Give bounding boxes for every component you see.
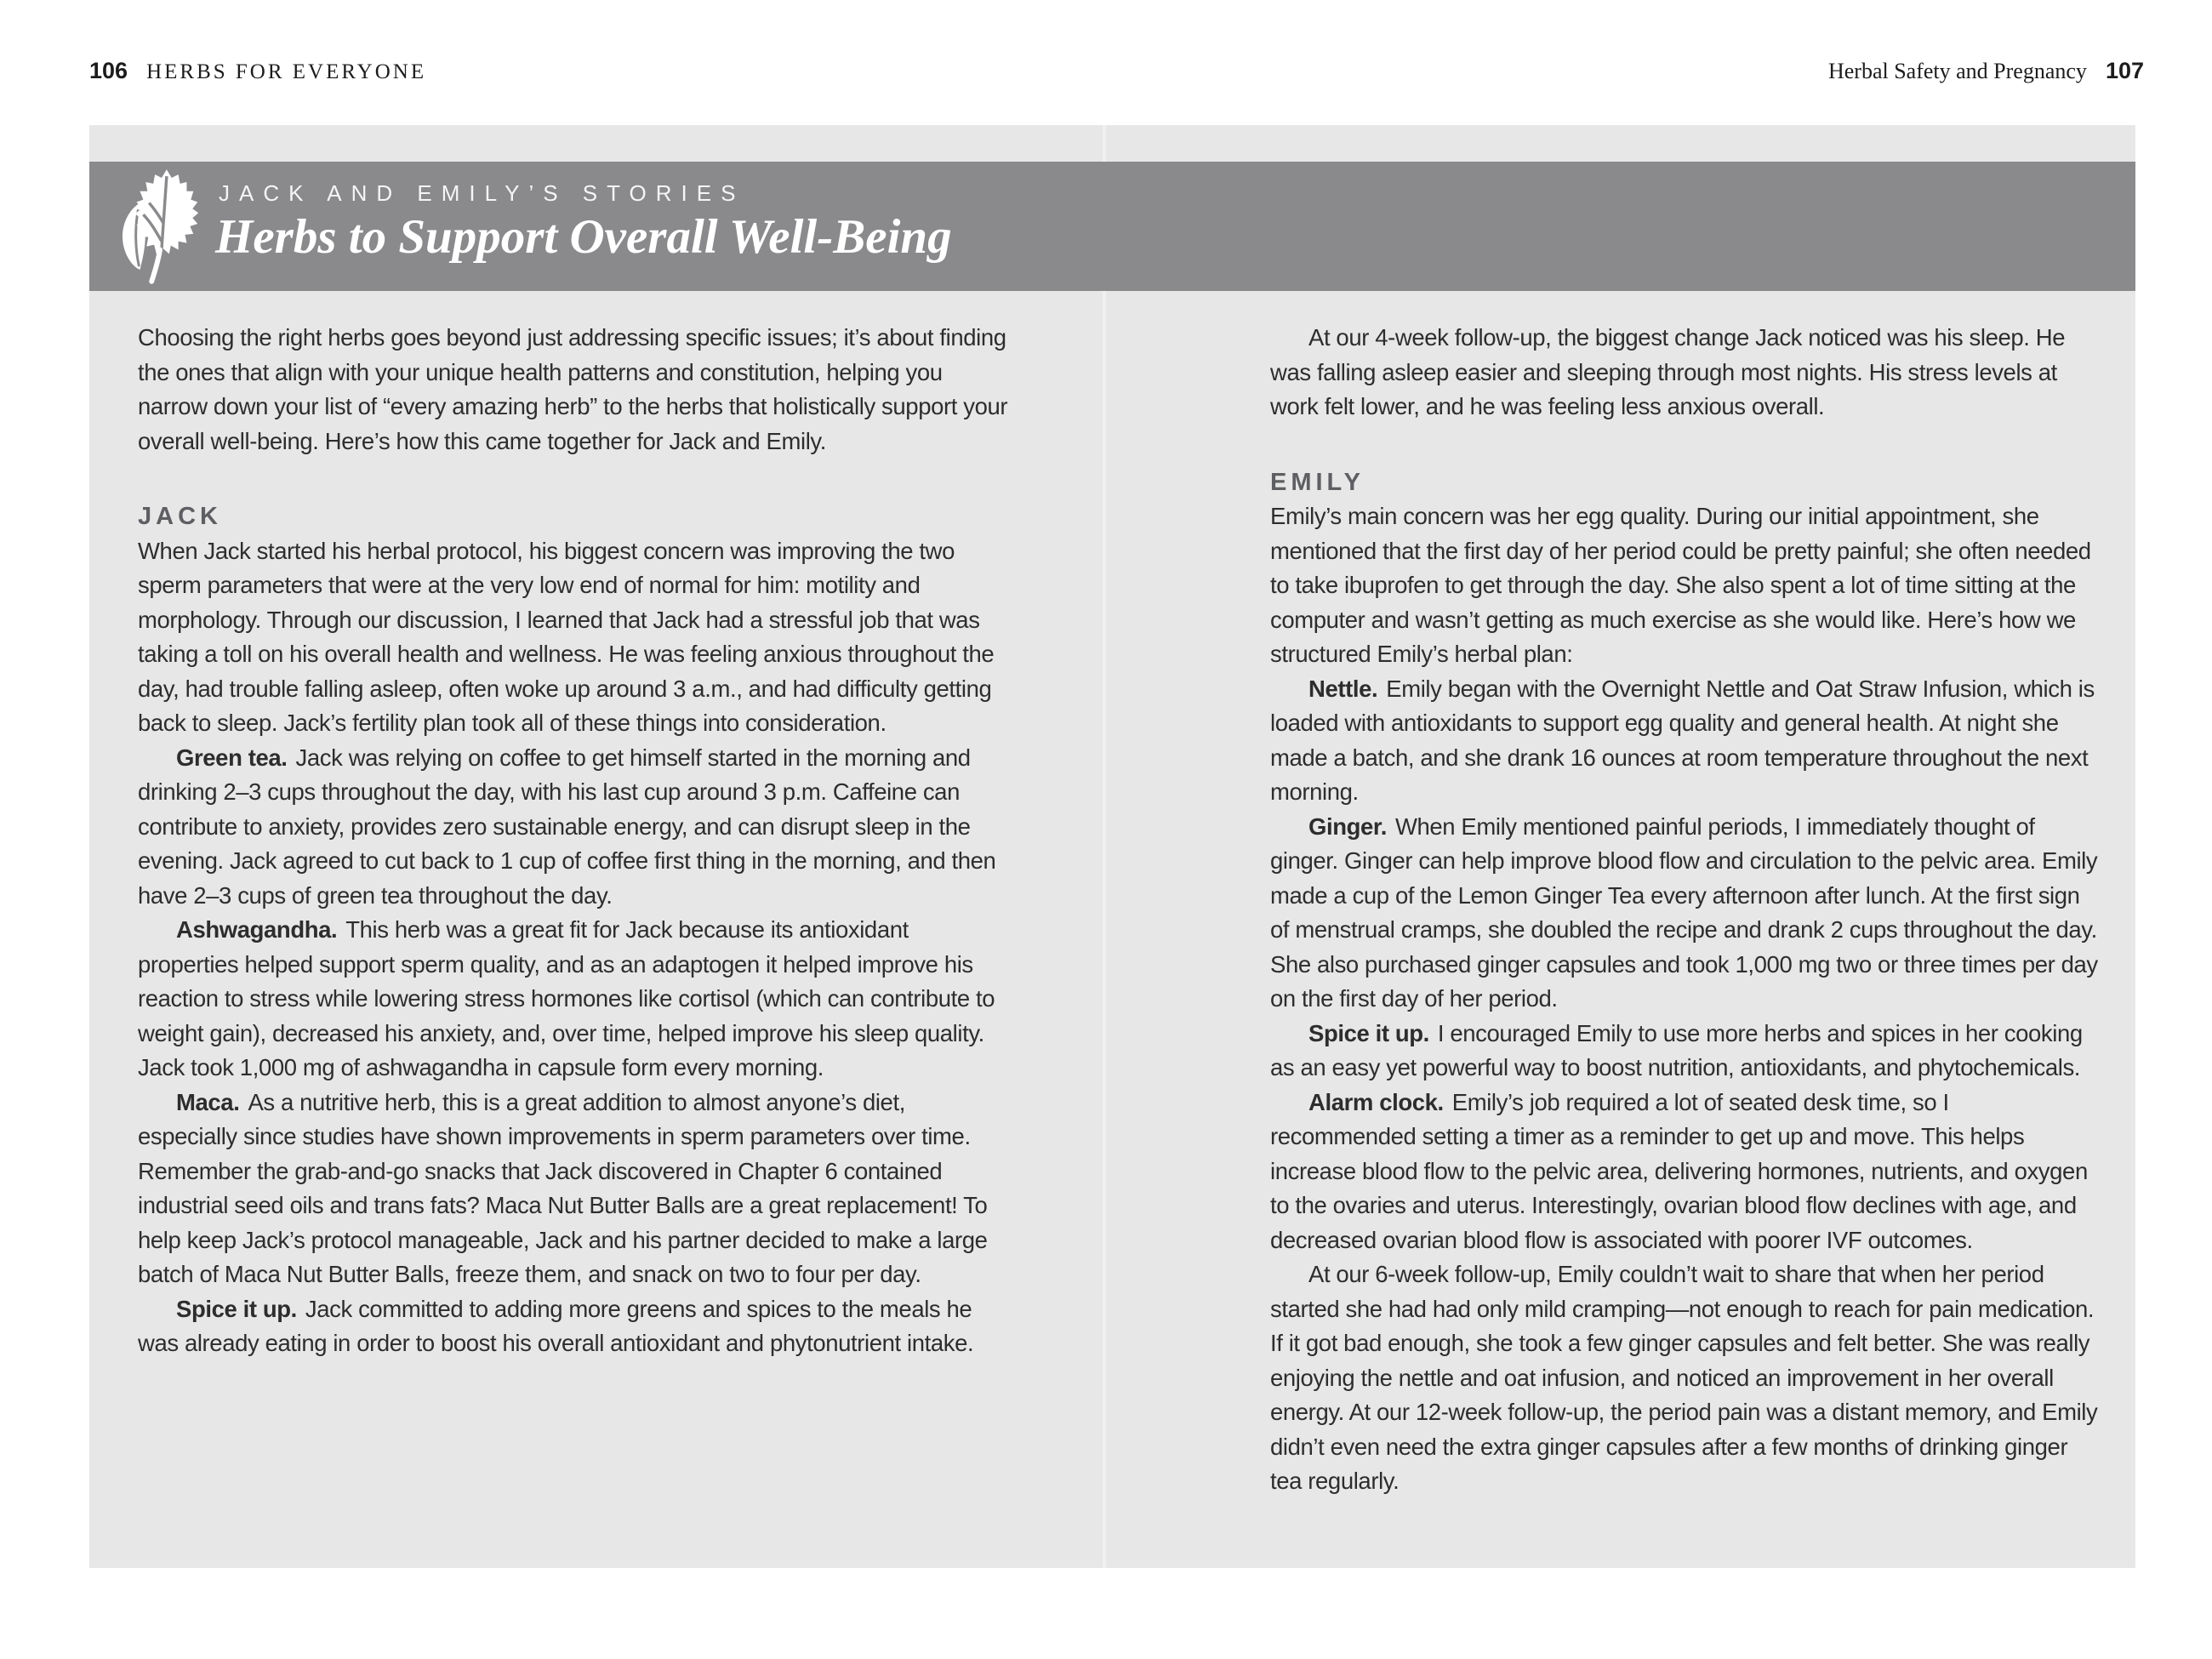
page-content-area (89, 125, 2135, 1568)
herb-entry-maca (138, 1086, 1010, 1292)
banner-title: Herbs to Support Overall Well-Being (215, 210, 952, 264)
emily-followup-paragraph: At our 6-week follow-up, Emily couldn’t wait to share that when her period started she had had only mild cramping—not enough to reach for pain medication. If it got bad enough, she took a few ginger capsules and felt better. She was really enjoying the nettle and oat infusion, and noticed an improvement in her overall energy. At our 12-week follow-up, the period pain was a distant memory, and Emily didn’t even need the extra ginger capsules after a few months of drinking ginger tea regularly. (1270, 1261, 2098, 1494)
running-title-left: HERBS FOR EVERYONE (146, 60, 427, 83)
herb-entry-lead: Maca. (176, 1088, 240, 1115)
banner-kicker: JACK AND EMILY’S STORIES (219, 180, 745, 206)
herb-entry-lead: Ginger. (1308, 812, 1387, 840)
running-head-left (89, 58, 426, 84)
left-page-column (138, 321, 1010, 1361)
herb-entry-text: Emily’s job required a lot of seated desk time, so I recommended setting a timer as a reminder to get up and move. This helps increase blood flow to the pelvic area, delivering hormones, nutrients, and oxygen to the ovaries and uterus. Interestingly, ovarian blood flow declines with age, and decreased ovarian blood flow is associated with poorer IVF outcomes. (1270, 1088, 2088, 1253)
right-page-column (1270, 321, 2100, 1499)
herb-entry-text: I encouraged Emily to use more herbs and spices in her cooking as an easy yet powerful way to boost nutrition, antioxidants, and phytochemicals. (1270, 1019, 2083, 1080)
herb-entry-lead: Nettle. (1308, 675, 1378, 702)
leaf-icon (115, 167, 207, 286)
section-heading-jack: JACK (138, 503, 222, 530)
herb-entry-ashwagandha (138, 913, 1010, 1086)
jack-opening-paragraph: When Jack started his herbal protocol, his biggest concern was improving the two sperm parameters that were at the very low end of normal for him: motility and morphology. Through our discussion, I learned that Jack had a stressful job that was taking a toll on his overall health and wellness. He was feeling anxious throughout the day, had trouble falling asleep, often woke up around 3 a.m., and had difficulty getting back to sleep. Jack’s fertility plan took all of these things into consideration. (138, 537, 995, 736)
herb-entry-nettle (1270, 672, 2100, 810)
herb-entry-text: This herb was a great fit for Jack because its antioxidant properties helped support sperm quality, and as an adaptogen it helped improve his reaction to stress while lowering stress hormones like cortisol (which can contribute to weight gain), decreased his anxiety, and, over time, helped improve his sleep quality. Jack took 1,000 mg of ashwagandha in capsule form every morning. (138, 916, 995, 1080)
herb-entry-lead: Spice it up. (176, 1295, 297, 1322)
herb-entry-alarm-clock (1270, 1086, 2100, 1258)
herb-entry-lead: Ashwagandha. (176, 916, 338, 943)
intro-paragraph: Choosing the right herbs goes beyond just addressing specific issues; it’s about finding the ones that align with your unique health patterns and constitution, helping you narrow down your list of “every amazing herb” to the herbs that holistically support your overall well-being. Here’s how this came together for Jack and Emily. (138, 324, 1008, 454)
herb-entry-spice-it-up (1270, 1017, 2100, 1086)
page-number-left: 106 (89, 58, 128, 83)
herb-entry-spice-it-up (138, 1292, 1010, 1361)
section-banner (89, 162, 2135, 291)
herb-entry-text: Jack was relying on coffee to get himself started in the morning and drinking 2–3 cups throughout the day, with his last cup around 3 p.m. Caffeine can contribute to anxiety, provides zero sustainable energy, and can disrupt sleep in the evening. Jack agreed to cut back to 1 cup of coffee first thing in the morning, and then have 2–3 cups of green tea throughout the day. (138, 744, 996, 909)
herb-entry-lead: Spice it up. (1308, 1019, 1429, 1046)
running-head (89, 58, 2144, 84)
jack-followup-paragraph: At our 4-week follow-up, the biggest change Jack noticed was his sleep. He was falling asleep easier and sleeping through most nights. His stress levels at work felt lower, and he was feeling less anxious overall. (1270, 324, 2066, 419)
herb-entry-text: Jack committed to adding more greens and spices to the meals he was already eating in order to boost his overall antioxidant and phytonutrient intake. (138, 1295, 974, 1356)
section-heading-emily: EMILY (1270, 468, 1365, 496)
running-title-right: Herbal Safety and Pregnancy (1827, 59, 2087, 83)
herb-entry-text: As a nutritive herb, this is a great addition to almost anyone’s diet, especially since studies have shown improvements in sperm parameters over time. Remember the grab-and-go snacks that Jack discovered in Chapter 6 contained industrial seed oils and trans fats? Maca Nut Butter Balls are a great replacement! To help keep Jack’s protocol manageable, Jack and his partner decided to make a large batch of Maca Nut Butter Balls, freeze them, and snack on two to four per day. (138, 1088, 988, 1287)
running-head-right (1828, 58, 2144, 84)
herb-entry-text: When Emily mentioned painful periods, I immediately thought of ginger. Ginger can help improve blood flow and circulation to the pelvic area. Emily made a cup of the Lemon Ginger Tea every afternoon after lunch. At the first sign of menstrual cramps, she doubled the recipe and drank 2 cups throughout the day. She also purchased ginger capsules and took 1,000 mg two or three times per day on the first day of her period. (1270, 812, 2098, 1012)
herb-entry-green-tea (138, 741, 1010, 914)
herb-entry-lead: Green tea. (176, 744, 288, 771)
herb-entry-text: Emily began with the Overnight Nettle and Oat Straw Infusion, which is loaded with antioxidants to support egg quality and general health. At night she made a batch, and she drank 16 ounces at room temperature throughout the next morning. (1270, 675, 2095, 805)
herb-entry-lead: Alarm clock. (1308, 1088, 1444, 1115)
page-number-right: 107 (2105, 58, 2144, 83)
page-gutter-divider (1103, 125, 1106, 1568)
emily-opening-paragraph: Emily’s main concern was her egg quality. During our initial appointment, she mentioned that the first day of her period could be pretty painful; she often needed to take ibuprofen to get through the day. She also spent a lot of time sitting at the computer and wasn’t getting as much exercise as she would like. Here’s how we structured Emily’s herbal plan: (1270, 503, 2091, 667)
herb-entry-ginger (1270, 810, 2100, 1017)
